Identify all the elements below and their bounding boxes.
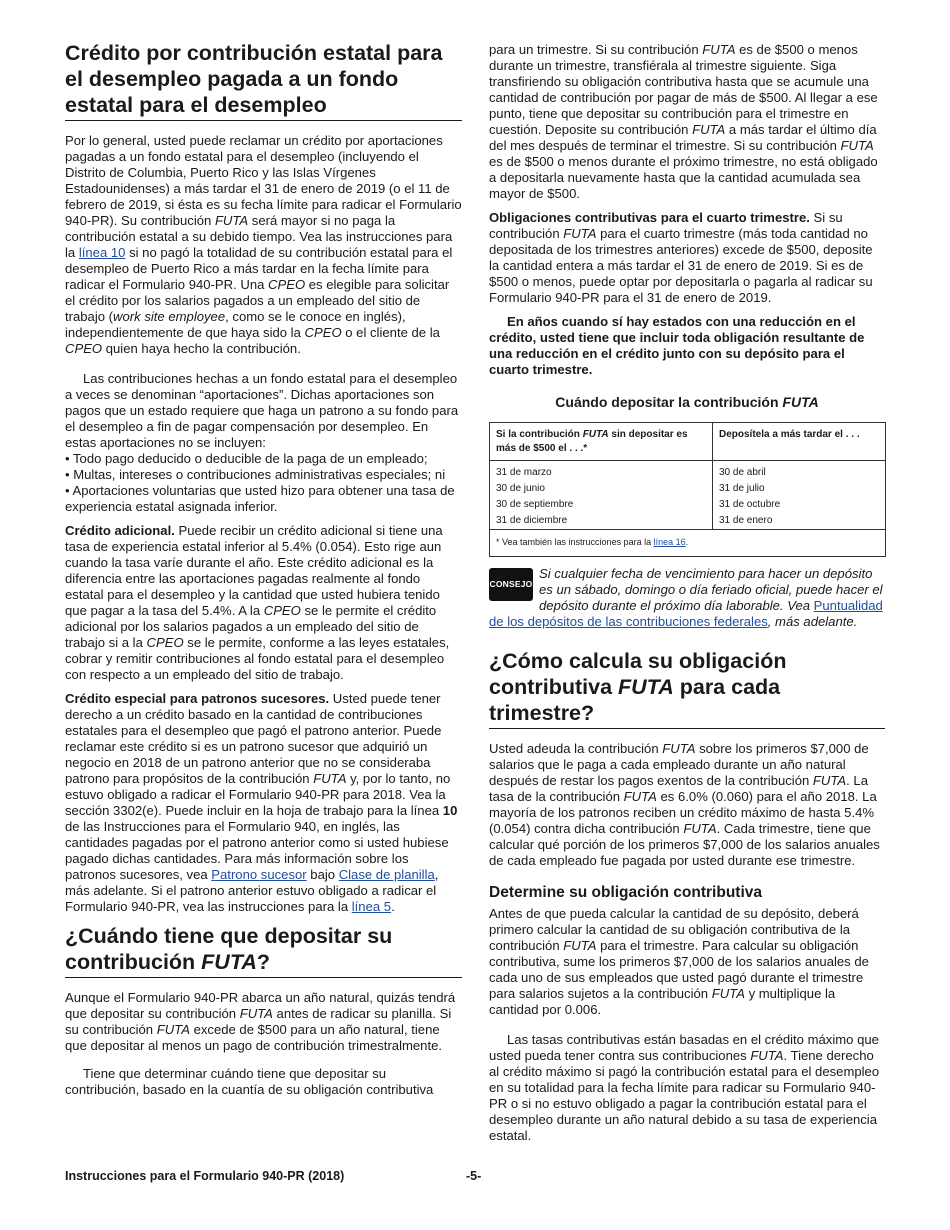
table-note: * Vea también las instrucciones para la línea 16. (490, 530, 886, 557)
page-number: -5- (466, 1169, 482, 1183)
paragraph-deposit-intro: Aunque el Formulario 940-PR abarca un año natural, quizás tendrá que depositar su contribución FUTA antes de radicar su planilla. Si su contribución FUTA excede de $500 para un año natural, tiene que depositar al menos un pago de contribución trimestralmente. (65, 990, 456, 1053)
table-cell: 31 de julio (719, 483, 765, 494)
heading-rule (489, 728, 885, 729)
column-header: Deposítela a más tardar el . . . (713, 423, 886, 461)
paragraph-additional-credit: Crédito adicional. Puede recibir un crédito adicional si tiene una tasa de experiencia estatal inferior al 5.4% (0.054). Esto rige aun cuando la tasa varíe durante el año. Este crédito adicional es la diferencia entre las aportaciones pagadas realmente al fondo estatal para el desempleo y la cantidad que usted hubiera tenido que pagar a la tasa del 5.4%. A la CPEO se le permite el crédito adicional por los salarios pagados a un empleado del sitio de trabajo si a la CPEO se le permite, conforme a las leyes estatales, cobrar y remitir contribuciones al fondo estatal para el desempleo con respecto a un empleado del sitio de trabajo. (65, 523, 450, 682)
paragraph-fourth-quarter: Obligaciones contributivas para el cuarto trimestre. Si su contribución FUTA para el cuarto trimestre (más toda cantidad no depositada de los trimestres anteriores) excede de $500, deposite la cantidad entera a más tardar el 31 de enero de 2019. Si es de $500 o menos, puede optar por depositarla o pagarla al radicar su Formulario 940-PR para el 31 de enero de 2019. (489, 210, 873, 305)
table-cell: 30 de abril (719, 467, 766, 478)
footer-title: Instrucciones para el Formulario 940-PR (2018) (65, 1169, 345, 1183)
deposit-schedule-table (489, 422, 886, 557)
link-successor-employer[interactable]: Patrono sucesor (211, 867, 307, 882)
table-title: Cuándo depositar la contribución FUTA (555, 394, 819, 410)
table-cell: 31 de enero (719, 515, 773, 526)
paragraph-credit-intro: Por lo general, usted puede reclamar un crédito por aportaciones pagadas a un fondo estatal para el desempleo (incluyendo el Distrito de Columbia, Puerto Rico y las Islas Vírgenes Estadounidenses) a más tardar el 31 de enero de 2019 (o el 11 de febrero de 2019, si ésta es su fecha límite para radicar el Formulario 940-PR). Su contribución FUTA será mayor si no paga la contribución estatal a su debido tiempo. Vea las instrucciones para la línea 10 si no pagó la totalidad de su contribución estatal para el desempleo de Puerto Rico a más tardar en la fecha límite para radicar el Formulario 940-PR. Una CPEO es elegible para solicitar el crédito por los salarios pagados a un empleado del sitio de trabajo (work site employee, como se le conoce en inglés), independientemente de que haya sido la CPEO o el cliente de la CPEO quien haya hecho la contribución. (65, 133, 462, 356)
tip-icon: CONSEJO (489, 568, 533, 601)
left-column (65, 40, 462, 1106)
table-row (490, 461, 886, 530)
heading-when-deposit: ¿Cuándo tiene que depositar su contribución FUTA? (65, 924, 393, 974)
tip-box (489, 566, 885, 630)
table-cell: 30 de septiembre (496, 499, 574, 510)
table-cell: 31 de octubre (719, 499, 781, 510)
paragraph-successor-credit: Crédito especial para patronos sucesores. Usted puede tener derecho a un crédito basado en la cantidad de contribuciones estatales para el desempleo que pagó el patrono anterior. Puede reclamar este crédito si es un patrono sucesor que adquirió un negocio en 2018 de un patrono anterior que no se consideraba patrono para propósitos de la contribución FUTA y, por lo tanto, no estuvo obligado a radicar el Formulario 940-PR para 2018. Vea la sección 3302(e). Puede incluir en la hoja de trabajo para la línea 10 de las Instrucciones para el Formulario 940, en inglés, las cantidades pagadas por el patrono anterior como si usted hubiese pagado dichas cantidades. Para más información sobre los patronos sucesores, vea Patrono sucesor bajo Clase de planilla, más adelante. Si el patrono anterior estuvo obligado a radicar el Formulario 940-PR, vea las instrucciones para la línea 5. (65, 691, 458, 914)
link-line-5[interactable]: línea 5 (351, 899, 392, 914)
table-cell: 31 de marzo (496, 467, 552, 478)
list-item: • Multas, intereses o contribuciones administrativas especiales; ni (65, 467, 446, 482)
paragraph-futa-owed: Usted adeuda la contribución FUTA sobre los primeros $7,000 de salarios que le paga a cada empleado durante un año natural después de restar los pagos exentos de la contribución FUTA. La tasa de la contribución FUTA es 6.0% (0.060) para el año 2018. La mayoría de los patronos reciben un crédito máximo de hasta 5.4% (0.054) contra dicha contribución FUTA. Cada trimestre, tiene que calcular qué porción de los primeros $7,000 de los salarios anuales de cada empleado fue pagada por usted durante ese trimestre. (489, 741, 880, 868)
exclusions-list (65, 451, 462, 515)
paragraph-calculate-liability: Antes de que pueda calcular la cantidad de su depósito, deberá primero calcular la cantidad de su obligación contributiva de la contribución FUTA para el trimestre. Para calcular su obligación contributiva, sume los primeros $7,000 de los salarios anuales de cada uno de sus empleados que usted pagó durante el trimestre para salarios sujetos a la contribución FUTA y multiplique la cantidad por 0.006. (489, 906, 869, 1017)
paragraph-tax-rates: Las tasas contributivas están basadas en el crédito máximo que usted pueda tener contra sus contribuciones FUTA. Tiene derecho al crédito máximo si pagó la contribución estatal para el desempleo en su totalidad para la fecha límite para radicar su Formulario 940-PR o si no estuvo obligado a pagar la contribución estatal para el desempleo durante un año natural debido a su tasa de experiencia estatal. (489, 1032, 880, 1143)
subheading-determine-liability: Determine su obligación contributiva (489, 884, 763, 901)
heading-state-credit: Crédito por contribución estatal para el desempleo pagada a un fondo estatal para el desempleo (65, 41, 443, 117)
link-deposit-timeliness[interactable]: Puntualidad de los depósitos de las contribuciones federales (489, 598, 883, 629)
paragraph-quarter-carryover: para un trimestre. Si su contribución FUTA es de $500 o menos durante un trimestre, transfiérala al trimestre siguiente. Siga transfiriendo su obligación contributiva hasta que se acumule una cantidad de contribución por pagar de más de $500. Al llegar a ese punto, tiene que depositar su contribución para el trimestre en cuestión. Deposite su contribución FUTA a más tardar el último día del mes después de terminar el trimestre. Si su contribución FUTA es de $500 o menos durante el próximo trimestre, no está obligado a depositarla nuevamente hasta que la cantidad acumulada sea mayor de $500. (489, 42, 878, 201)
list-item: • Todo pago deducido o deducible de la paga de un empleado; (65, 451, 428, 466)
right-column (489, 42, 885, 1152)
paragraph-credit-reduction: En años cuando sí hay estados con una reducción en el crédito, usted tiene que incluir toda obligación resultante de una reducción en el crédito junto con su depósito para el cuarto trimestre. (489, 314, 865, 377)
tip-text: Si cualquier fecha de vencimiento para hacer un depósito es un sábado, domingo o día feriado oficial, puede hacer el depósito durante el próximo día laborable. Vea Puntualidad de los depósitos de las contribuciones federales, más adelante. (489, 566, 883, 629)
list-item: • Aportaciones voluntarias que usted hizo para obtener una tasa de experiencia estatal asignada inferior. (65, 483, 455, 514)
link-line-16[interactable]: línea 16 (653, 537, 686, 547)
heading-rule (65, 120, 462, 121)
column-header: Si la contribución FUTA sin depositar es más de $500 el . . .* (490, 423, 713, 461)
table-cell: 31 de diciembre (496, 515, 568, 526)
link-line-10[interactable]: línea 10 (78, 245, 126, 260)
heading-rule (65, 977, 462, 978)
link-type-of-return[interactable]: Clase de planilla (338, 867, 435, 882)
heading-how-calculate: ¿Cómo calcula su obligación contributiva FUTA para cada trimestre? (489, 649, 787, 725)
paragraph-determine-when: Tiene que determinar cuándo tiene que depositar su contribución, basado en la cuantía de su obligación contributiva (65, 1066, 434, 1097)
paragraph-contributions: Las contribuciones hechas a un fondo estatal para el desempleo a veces se denominan “aportaciones”. Dichas aportaciones son pagos que un estado requiere que haga un patrono a su fondo para el desempleo a fin de pagar compensación por desempleo. En estas aportaciones no se incluyen: (65, 371, 459, 450)
table-cell: 30 de junio (496, 483, 545, 494)
